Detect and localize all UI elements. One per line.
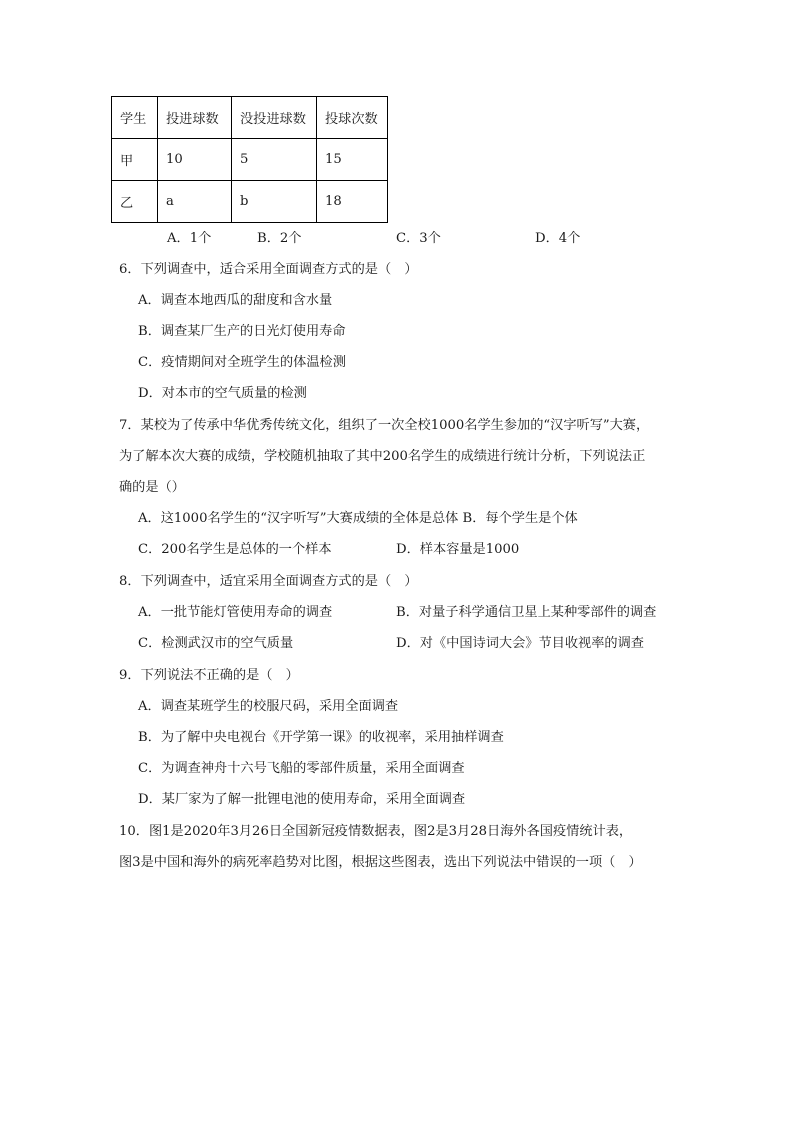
q9-stem: 9．下列说法不正确的是（ ） [119,668,299,683]
q8-option-d: D．对《中国诗词大会》节目收视率的调查 [396,636,644,651]
table-header-cell: 投进球数 [158,97,232,139]
q9-option-d: D．某厂家为了解一批锂电池的使用寿命，采用全面调查 [138,792,466,807]
table-row [112,139,388,181]
q9-option-a: A．调查某班学生的校服尺码，采用全面调查 [138,699,399,714]
q6-stem: 6．下列调查中，适合采用全面调查方式的是（ ） [119,262,418,277]
table-cell: 18 [317,181,388,223]
q7-line-1: 7．某校为了传承中华优秀传统文化，组织了一次全校1000名学生参加的“汉字听写”大赛， [119,418,650,433]
q6-option-b: B．调查某厂生产的日光灯使用寿命 [138,324,346,339]
table-cell: a [158,181,232,223]
q10-line-2: 图3是中国和海外的病死率趋势对比图，根据这些图表，选出下列说法中错误的一项（ ） [119,855,642,870]
q7-line-3: 确的是（） [119,480,185,495]
table-cell: 10 [158,139,232,181]
table-header-row [112,97,388,139]
q7-option-c: C．200名学生是总体的一个样本 [138,542,332,557]
table-row [112,181,388,223]
q6-option-c: C．疫情期间对全班学生的体温检测 [138,355,346,370]
q5-option-d: D．4个 [535,231,581,246]
q6-option-d: D．对本市的空气质量的检测 [138,386,307,401]
table-header-cell: 没投进球数 [232,97,317,139]
q5-option-a: A．1个 [167,231,212,246]
q8-option-a: A．一批节能灯管使用寿命的调查 [138,605,333,620]
q9-option-b: B．为了解中央电视台《开学第一课》的收视率，采用抽样调查 [138,730,504,745]
table-cell: 甲 [112,139,158,181]
table-header-cell: 投球次数 [317,97,388,139]
score-table [111,96,388,223]
q6-option-a: A．调查本地西瓜的甜度和含水量 [138,293,333,308]
q7-option-d: D．样本容量是1000 [396,542,520,557]
q8-option-c: C．检测武汉市的空气质量 [138,636,294,651]
table-cell: b [232,181,317,223]
table-cell: 15 [317,139,388,181]
q8-option-b: B．对量子科学通信卫星上某种零部件的调查 [396,605,657,620]
q9-option-c: C．为调查神舟十六号飞船的零部件质量，采用全面调查 [138,761,465,776]
q7-line-2: 为了解本次大赛的成绩，学校随机抽取了其中200名学生的成绩进行统计分析，下列说法正 [119,449,646,464]
table-header-cell: 学生 [112,97,158,139]
q8-stem: 8．下列调查中，适宜采用全面调查方式的是（ ） [119,574,418,589]
q10-line-1: 10．图1是2020年3月26日全国新冠疫情数据表，图2是3月28日海外各国疫情统计表， [119,824,633,839]
table-cell: 5 [232,139,317,181]
q5-option-b: B．2个 [257,231,302,246]
q7-options-ab: A．这1000名学生的“汉字听写”大赛成绩的全体是总体 B．每个学生是个体 [138,511,578,526]
table-cell: 乙 [112,181,158,223]
q5-option-c: C．3个 [396,231,441,246]
